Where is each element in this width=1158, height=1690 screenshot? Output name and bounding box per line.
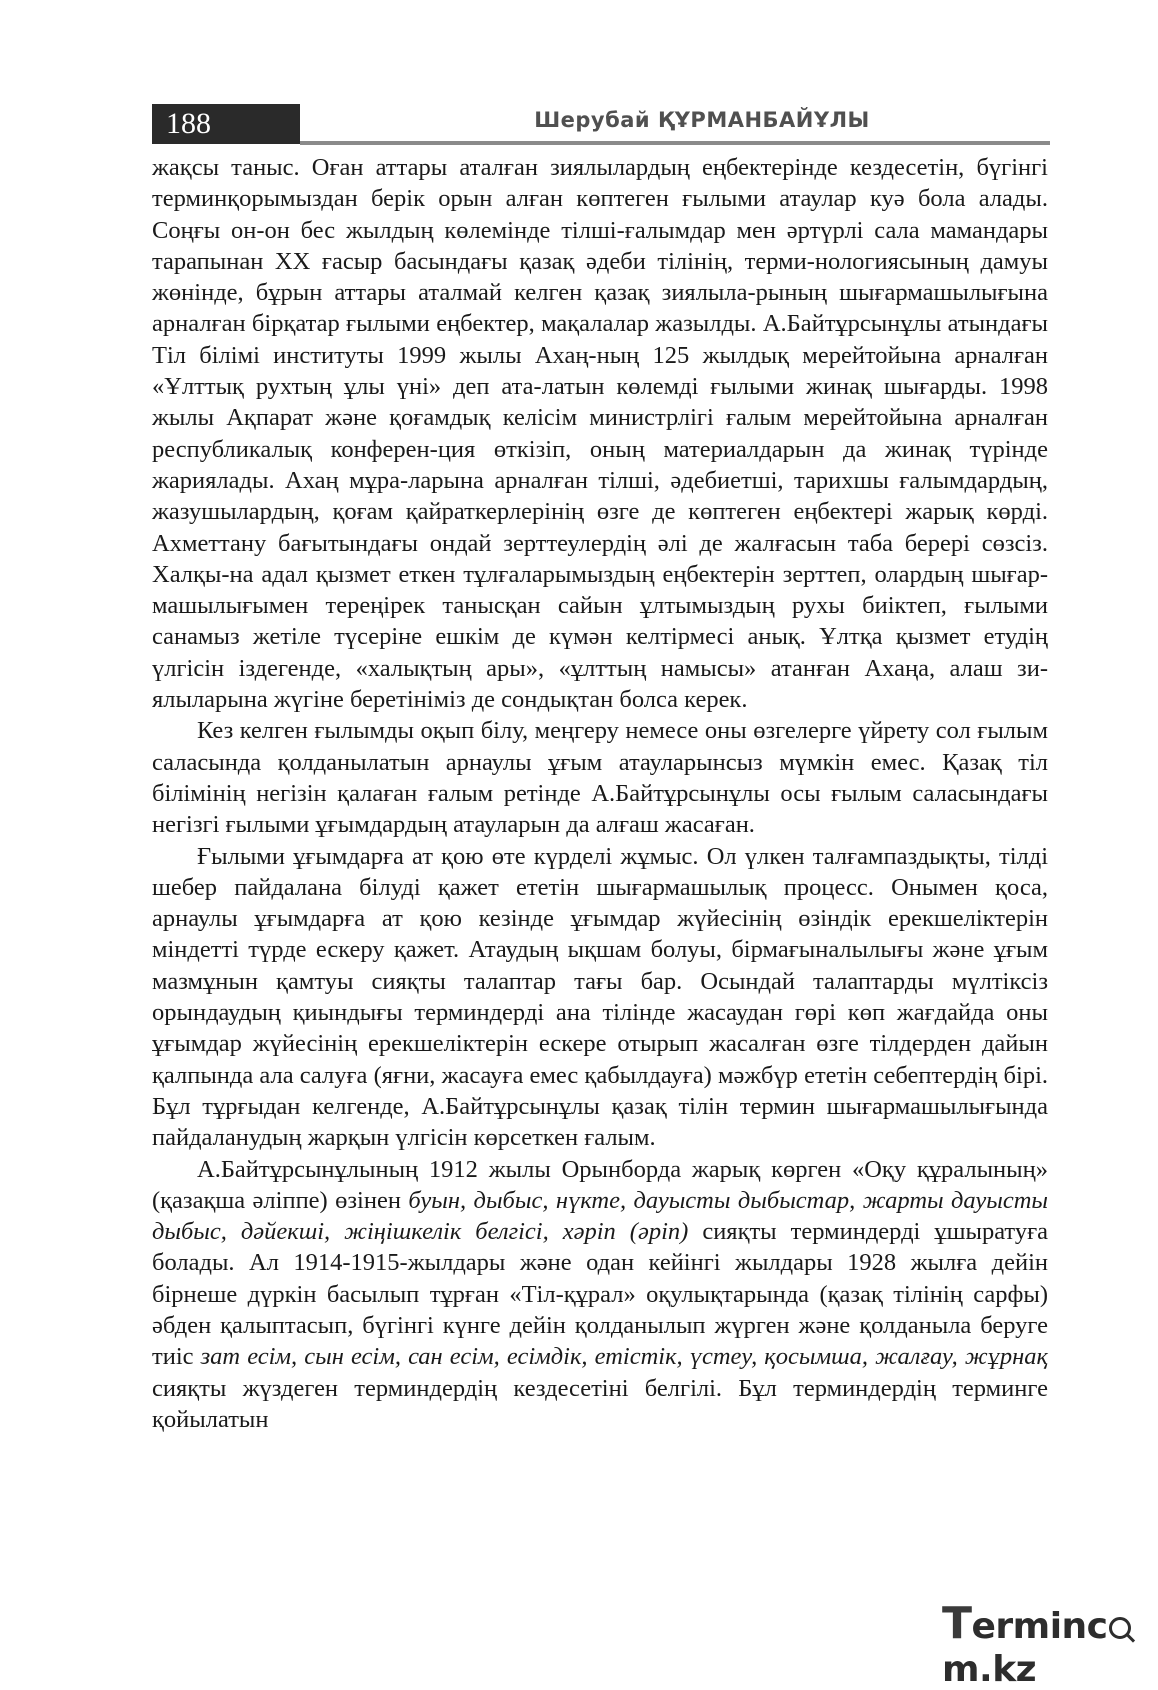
paragraph-4 xyxy=(152,1154,1048,1436)
paragraph-3 xyxy=(152,841,1048,1154)
paragraph-4-run-5: сияқты жүздеген терминдердің кездесетіні белгілі. Бұл терминдердің терминге қойылатын xyxy=(152,1374,1048,1433)
watermark-suffix: m.kz xyxy=(942,1649,1037,1690)
paragraph-4-italic-terms-2: зат есім, сын есім, сан есім, есімдік, етістік, үстеу, қосымша, жалғау, жұрнақ xyxy=(200,1343,1048,1371)
watermark-middle: erminc xyxy=(971,1606,1108,1647)
paragraph-4-run-3: сияқты терминдерді ұшыратуға болады. Ал 1914-1915-жылдары және одан кейінгі жылдары 1928 жылға дейін бірнеше дүркін басылып тұрған «Тіл-құрал» оқулықтарында (қазақ тілінің сарфы) әбден қалыптасып, бүгінгі күнге дейін қолданылып жүрген және қолданыла беруге тиіс xyxy=(152,1218,1048,1371)
paragraph-2-run-1: Кез келген ғылымды оқып білу, меңгеру немесе оны өзгелерге үйрету сол ғылым саласында қолданылатын арнаулы ұғым атауларынсыз мүмкін емес. Қазақ тіл білімінің негізін қалаған ғалым ретінде А.Байтұрсынұлы осы ғылым саласындағы негізгі ғылыми ұғымдардың атауларын да алғаш жасаған. xyxy=(152,717,1048,839)
paragraph-3-run-1: Ғылыми ұғымдарға ат қою өте күрделі жұмыс. Ол үлкен талғампаздықты, тілді шебер пайдалана білуді қажет ететін шығармашылық процесс. Онымен қоса, арнаулы ұғымдарға ат қою кезінде ұғымдар жүйесінің өзіндік ерекшеліктерін міндетті түрде ескеру қажет. Атаудың ықшам болуы, бірмағыналылығы және ұғым мазмұнын қамтуы сияқты талаптар тағы бар. Осындай талаптарды мүлтіксіз орындаудың қиындығы терминдерді ана тілінде жасаудан гөрі көп жағдайда оны ұғымдар жүйесінің ерекшеліктерін ескере отырып жасалған өзге тілдерден дайын қалпында ала салуға (яғни, жасауға емес қабылдауға) мәжбүр ететін себептердің бірі. Бұл тұрғыдан келгенде, А.Байтұрсынұлы қазақ тілін термин шығармашылығында пайдаланудың жарқын үлгісін көрсеткен ғалым. xyxy=(152,842,1048,1152)
body-text xyxy=(152,152,1048,1435)
paragraph-4-italic-terms-1: буын, дыбыс, нүкте, дауысты дыбыстар, жарты дауысты дыбыс, дәйекші, жіңішкелік белгісі, хәріп (әріп) xyxy=(152,1186,1048,1246)
running-head-author: Шерубай ҚҰРМАНБАЙҰЛЫ xyxy=(534,108,870,132)
watermark-prefix: T xyxy=(942,1598,972,1649)
page-header xyxy=(152,104,1050,146)
page-number: 188 xyxy=(152,104,300,144)
paragraph-1-run-1: жақсы таныс. Оған аттары аталған зиялылардың еңбектерінде кездесетін, бүгінгі терминқорымыздан берік орын алған көптеген ғылыми атаулар куә бола алады. Соңғы он-он бес жылдың көлемінде тілші-ғалымдар мен әртүрлі сала мамандары тарапынан XX ғасыр басындағы қазақ әдеби тілінің, терми-нологиясының дамуы жөнінде, бұрын аттары аталмай келген қазақ зиялыла-рының шығармашылығына арналған бірқатар ғылыми еңбектер, мақалалар жазылды. А.Байтұрсынұлы атындағы Тіл білімі институты 1999 жылы Ахаң-ның 125 жылдық мерейтойына арналған «Ұлттық рухтың ұлы үні» деп ата-латын көлемді ғылыми жинақ шығарды. 1998 жылы Ақпарат және қоғамдық келісім министрлігі ғалым мерейтойына арналған республикалық конферен-ция өткізіп, оның материалдарын да жинақ түрінде жариялады. Ахаң мұра-ларына арналған тілші, әдебиетші, тарихшы ғалымдардың, жазушылардың, қоғам қайраткерлерінің өзге де көптеген еңбектері жарық көрді. Ахметтану бағытындағы ондай зерттеулердің әлі де жалғасын таба берері сөзсіз. Халқы-на адал қызмет еткен тұлғаларымыздың еңбектерін зерттеп, олардың шығар-машылығымен тереңірек танысқан сайын ұлтымыздың рухы биіктеп, ғылыми санамыз жетіле түсеріне ешкім де күмән келтірмесі анық. Ұлтқа қызмет етудің үлгісін іздегенде, «халықтың ары», «ұлттың намысы» атанған Ахаңа, алаш зи-ялыларына жүгіне беретініміз де сондықтан болса керек. xyxy=(152,154,1048,714)
magnifier-icon xyxy=(1109,1617,1131,1639)
paragraph-4-run-1: А.Байтұрсынұлының 1912 жылы Орынборда жарық көрген «Оқу құралының» (қазақша әліппе) өзінен xyxy=(152,1155,1048,1214)
termincom-watermark-logo xyxy=(942,1598,1158,1690)
paragraph-1 xyxy=(152,152,1048,715)
header-rule xyxy=(300,141,1050,145)
paragraph-2 xyxy=(152,715,1048,840)
